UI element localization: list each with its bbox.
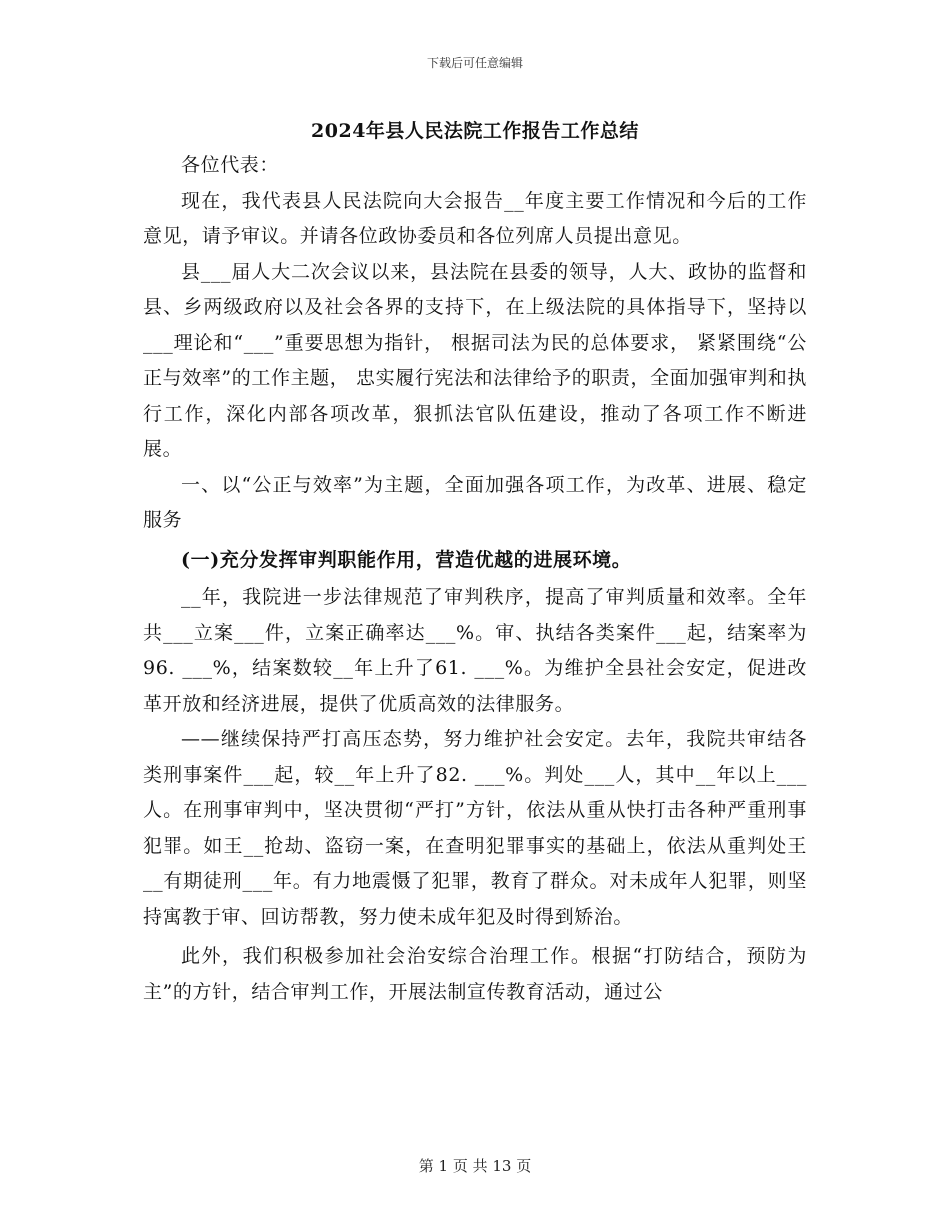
document-body [143,148,807,1010]
page-header-note: 下载后可任意编辑 [426,56,523,70]
page-number-footer: 第 1 页 共 13 页 [418,1157,532,1175]
paragraph-salutation: 各位代表： [181,154,280,176]
paragraph-overview: 县___届人大二次会议以来，县法院在县委的领导，人大、政协的监督和县、乡两级政府以及社会各界的支持下，在上级法院的具体指导下，坚持以___理论和“___”重要思想为指针， 根据司法为民的总体要求， 紧紧围绕“公正与效率”的工作主题， 忠实履行宪法和法律给予的职责，全面加强审判和执行工作，深化内部各项改革，狠抓法官队伍建设，推动了各项工作不断进展。 [143,260,807,460]
paragraph-intro: 现在，我代表县人民法院向大会报告__年度主要工作情况和今后的工作意见，请予审议。并请各位政协委员和各位列席人员提出意见。 [143,189,807,247]
subsection-heading-1: (一)充分发挥审判职能作用，营造优越的进展环境。 [181,548,632,571]
paragraph-social-governance: 此外，我们积极参加社会治安综合治理工作。根据“打防结合，预防为主”的方针，结合审判工作，开展法制宣传教育活动，通过公 [143,945,807,1003]
paragraph-case-statistics: __年，我院进一步法律规范了审判秩序，提高了审判质量和效率。全年共___立案___件，立案正确率达___%。审、执结各类案件___起，结案率为96. ___%，结案数较__年上升了61. ___%。为维护全县社会安定，促进改革开放和经济进展，提供了优质高效的法律服务。 [143,586,807,715]
paragraph-criminal-trials: ——继续保持严打高压态势，努力维护社会安定。去年，我院共审结各类刑事案件___起，较__年上升了82. ___%。判处___人，其中__年以上___人。在刑事审判中，坚决贯彻“严打”方针，依法从重从快打击各种严重刑事犯罪。如王__抢劫、盗窃一案，在查明犯罪事实的基础上，依法从重判处王__有期徒刑___年。有力地震慑了犯罪，教育了群众。对未成年人犯罪，则坚持寓教于审、回访帮教，努力使未成年犯及时得到矫治。 [143,728,807,928]
document-title: 2024年县人民法院工作报告工作总结 [311,120,639,142]
section-heading-1: 一、以“公正与效率”为主题，全面加强各项工作，为改革、进展、稳定服务 [143,473,807,531]
